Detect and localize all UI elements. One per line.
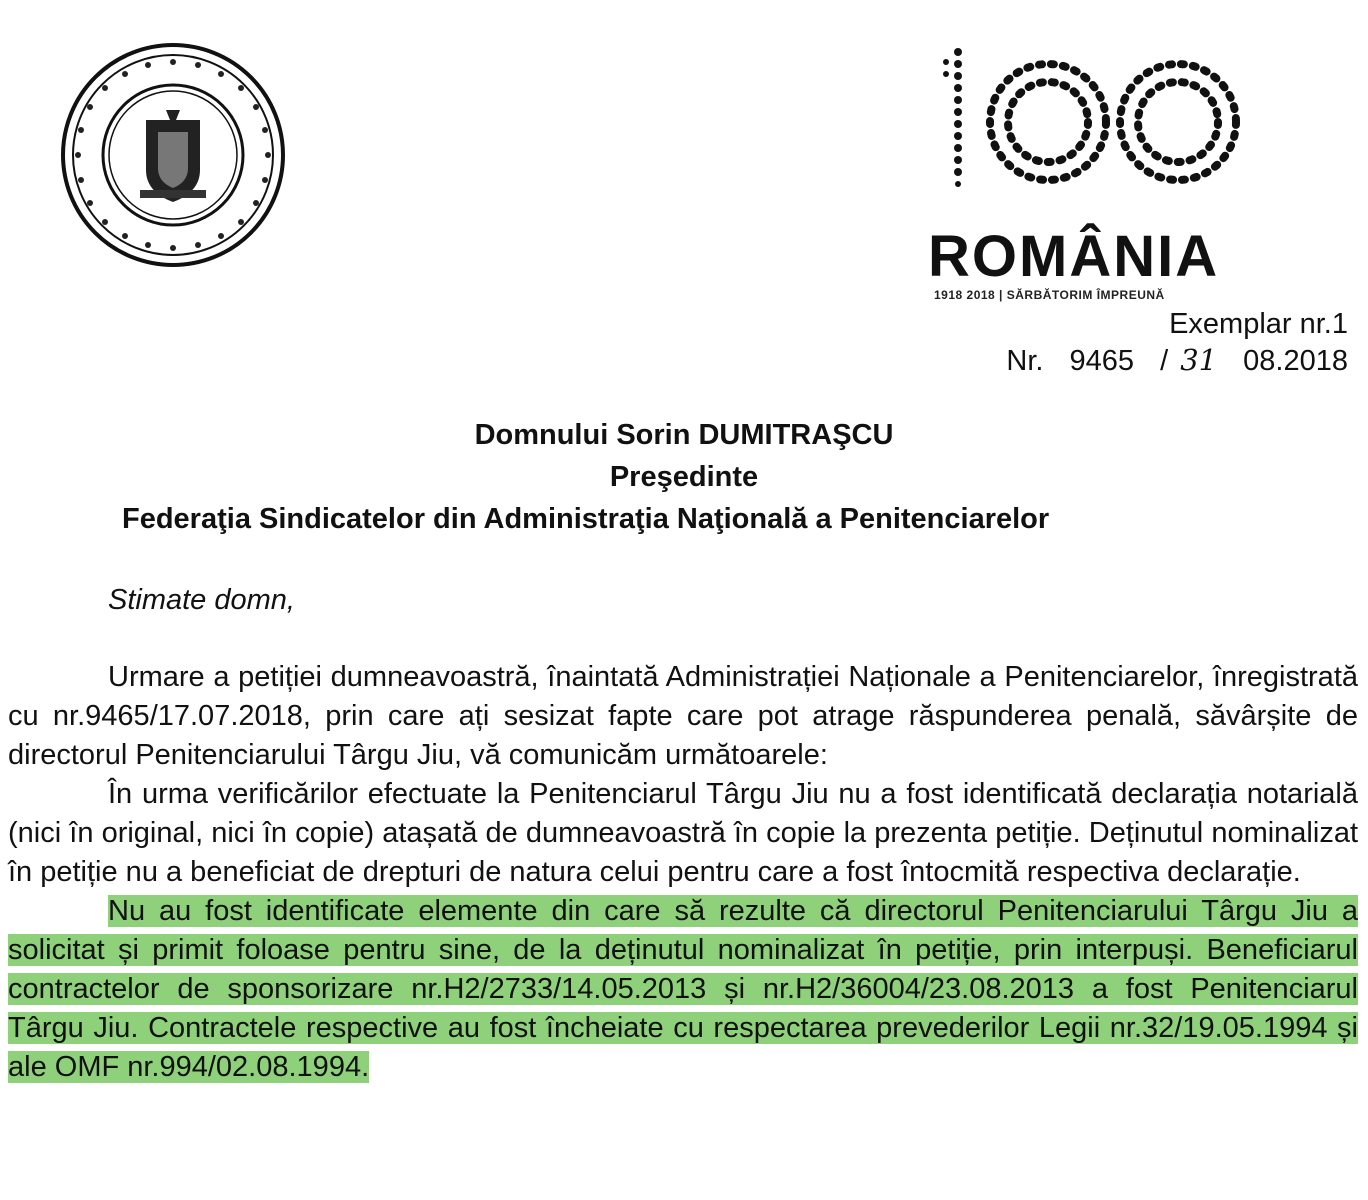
registration-date: 08.2018 [1243, 345, 1348, 377]
addressee-name: Domnului Sorin DUMITRAŞCU [474, 419, 894, 451]
ministry-seal-icon [58, 40, 288, 270]
registration-number-line [1006, 342, 1348, 379]
addressee-block [0, 414, 1368, 540]
centenary-100-icon [918, 40, 1258, 190]
highlighted-paragraph: Nu au fost identificate elemente din care să rezulte că directorul Penitenciarului Târgu Jiu a solicitat și primit foloase pentru sine, de la deținutul nominalizat în petiție, prin interpuși. Beneficiarul contractelor de sponsorizare nr.H2/2733/14.05.2013 și nr.H2/36004/23.08.2013 a fost Penitenciarul Târgu Jiu. Contractele respective au fost încheiate cu respectarea prevederilor Legii nr.32/19.05.1994 și ale OMF nr.994/02.08.1994. [8, 895, 1358, 1083]
centenary-tagline: 1918 2018 | SĂRBĂTORIM ÎMPREUNĂ [934, 288, 1165, 302]
addressee-organization: Federaţia Sindicatelor din Administraţia Naţională a Penitenciarelor [122, 503, 1050, 535]
paragraph-3 [8, 892, 1358, 1087]
registration-block [1006, 306, 1348, 379]
paragraph-2: În urma verificărilor efectuate la Penitenciarul Târgu Jiu nu a fost identificată declarația notarială (nici în original, nici în copie) atașată de dumneavoastră în copie la prezenta petiție. Deținutul nominalizat în petiție nu a beneficiat de drepturi de natura celui pentru care a fost întocmită respectiva declarație. [8, 778, 1358, 888]
romania-centenary-logo [918, 40, 1258, 302]
registration-separator: / [1160, 345, 1169, 377]
letter-body [8, 658, 1358, 1087]
addressee-role: Preşedinte [609, 461, 759, 493]
nr-label: Nr. [1006, 345, 1044, 377]
paragraph-1: Urmare a petiției dumneavoastră, înaintată Administrației Naționale a Penitenciarelor, înregistrată cu nr.9465/17.07.2018, prin care ați sesizat fapte care pot atrage răspunderea penală, săvârșite de directorul Penitenciarului Târgu Jiu, vă comunicăm următoarele: [8, 661, 1358, 771]
registration-day: 31 [1180, 343, 1218, 377]
registration-number: 9465 [1069, 345, 1135, 377]
copy-number: Exemplar nr.1 [1169, 308, 1348, 340]
centenary-country: ROMÂNIA [928, 224, 1220, 289]
salutation: Stimate domn, [108, 584, 295, 616]
